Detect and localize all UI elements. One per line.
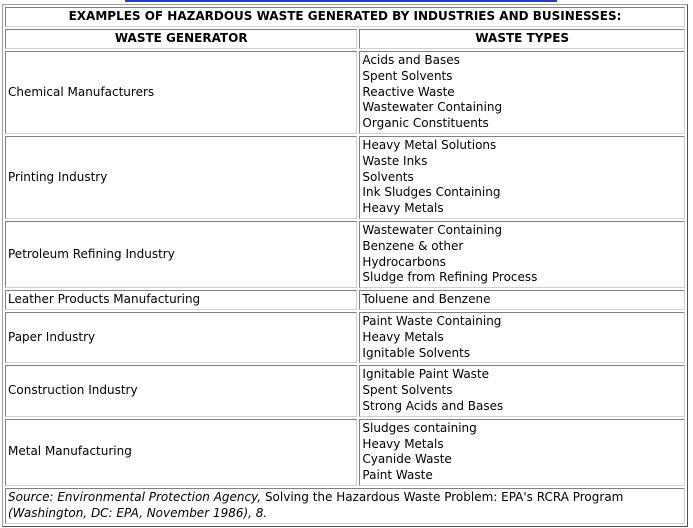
source-row <box>5 488 685 524</box>
waste-type-item: Heavy Metals <box>362 436 444 451</box>
table-row <box>5 290 685 310</box>
waste-type-item: Sludge from Refining Process <box>362 270 538 285</box>
table-row <box>5 136 685 219</box>
waste-type-item: Toluene and Benzene <box>362 292 491 307</box>
hazardous-waste-table <box>2 4 688 527</box>
waste-type-item: Paint Waste <box>362 468 433 483</box>
waste-types-cell <box>359 365 685 416</box>
table-row <box>5 312 685 363</box>
waste-types-cell <box>359 419 685 486</box>
waste-type-item: Solvents <box>362 169 414 184</box>
header-waste-types: WASTE TYPES <box>359 29 685 49</box>
waste-generator-cell: Paper Industry <box>5 312 357 363</box>
waste-type-item: Acids and Bases <box>362 53 460 67</box>
waste-type-item: Waste Inks <box>362 153 428 168</box>
waste-type-item: Wastewater Containing <box>362 222 503 237</box>
source-citation <box>5 488 685 524</box>
waste-generator-cell: Metal Manufacturing <box>5 419 357 486</box>
table-title: EXAMPLES OF HAZARDOUS WASTE GENERATED BY INDUSTRIES AND BUSINESSES: <box>5 7 685 27</box>
waste-type-item: Ink Sludges Containing <box>362 185 501 200</box>
waste-type-item: Organic Constituents <box>362 116 489 131</box>
waste-type-item: Ignitable Solvents <box>362 345 471 360</box>
source-work-title: Solving the Hazardous Waste Problem: EPA's RCRA Program <box>261 489 624 504</box>
waste-types-cell <box>359 51 685 134</box>
waste-type-item: Spent Solvents <box>362 68 453 83</box>
waste-type-item: Spent Solvents <box>362 383 453 398</box>
waste-generator-cell: Chemical Manufacturers <box>5 51 357 134</box>
table-row <box>5 419 685 486</box>
waste-type-item: Heavy Metals <box>362 329 444 344</box>
waste-type-item: Hydrocarbons <box>362 254 446 269</box>
waste-generator-cell: Printing Industry <box>5 136 357 219</box>
table-row <box>5 221 685 288</box>
table-row <box>5 51 685 134</box>
table-row <box>5 365 685 416</box>
source-publication-details: (Washington, DC: EPA, November 1986), 8. <box>8 505 268 520</box>
waste-type-item: Reactive Waste <box>362 84 455 99</box>
waste-type-item: Wastewater Containing <box>362 100 503 115</box>
waste-generator-cell: Leather Products Manufacturing <box>5 290 357 310</box>
waste-type-item: Ignitable Paint Waste <box>362 367 490 382</box>
waste-type-item: Cyanide Waste <box>362 452 452 467</box>
table-title-row <box>5 7 685 27</box>
waste-type-item: Heavy Metals <box>362 201 444 216</box>
header-waste-generator: WASTE GENERATOR <box>5 29 357 49</box>
table-header-row <box>5 29 685 49</box>
waste-type-item: Heavy Metal Solutions <box>362 137 497 152</box>
waste-generator-cell: Petroleum Refining Industry <box>5 221 357 288</box>
waste-types-cell <box>359 221 685 288</box>
waste-types-cell <box>359 312 685 363</box>
waste-type-item: Sludges containing <box>362 420 477 435</box>
waste-type-item: Paint Waste Containing <box>362 313 502 328</box>
waste-type-item: Strong Acids and Bases <box>362 398 504 413</box>
waste-type-item: Benzene & other <box>362 238 464 253</box>
truncated-link-fragment[interactable] <box>125 0 557 2</box>
waste-generator-cell: Construction Industry <box>5 365 357 416</box>
waste-types-cell <box>359 136 685 219</box>
waste-types-cell <box>359 290 685 310</box>
source-prefix: Source: Environmental Protection Agency, <box>8 489 262 504</box>
